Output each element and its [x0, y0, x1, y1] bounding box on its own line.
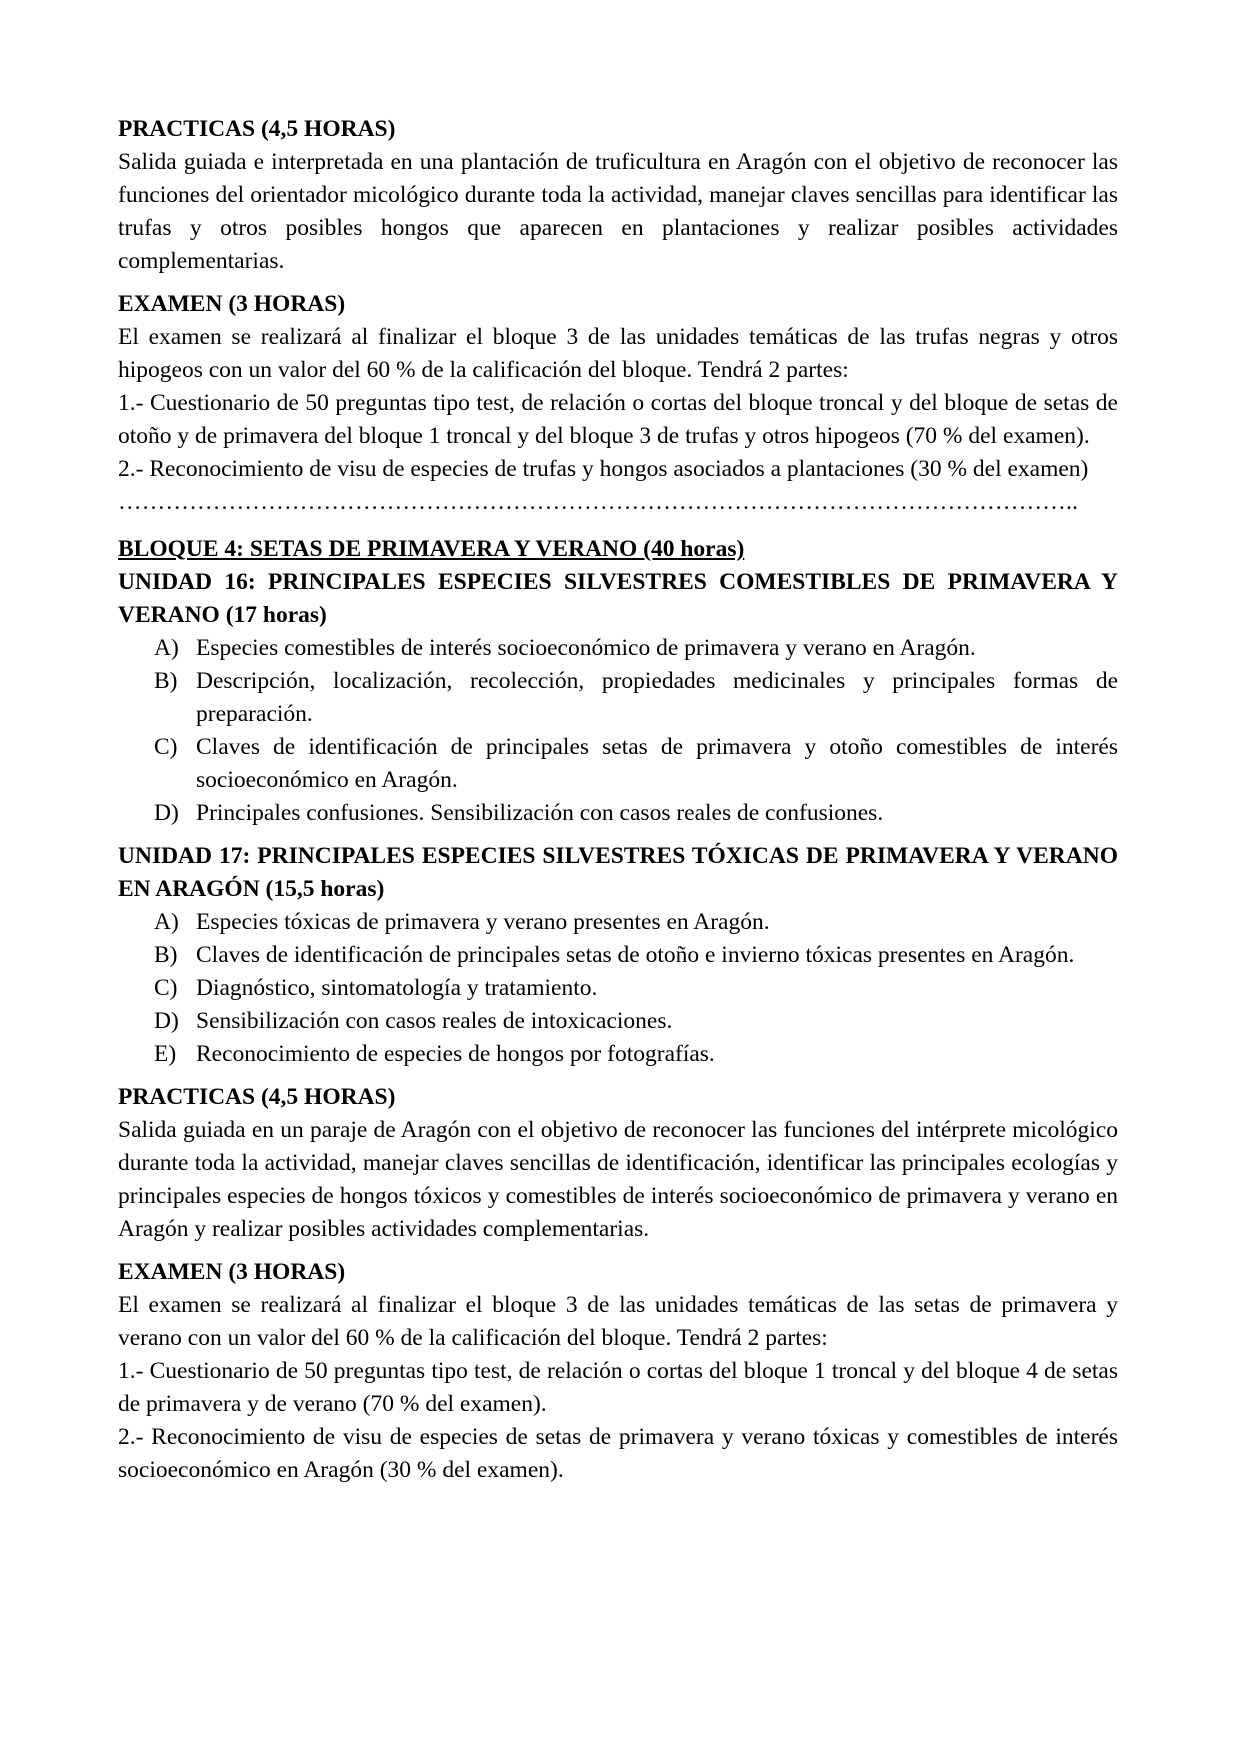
- examen-heading: EXAMEN (3 HORAS): [118, 291, 346, 317]
- examen-paragraph: 1.- Cuestionario de 50 preguntas tipo test, de relación o cortas del bloque troncal y del bloque de setas de otoño y de primavera del bloque 1 troncal y del bloque 3 de trufas y otros hipogeos (70 % del examen).: [118, 390, 1118, 449]
- list-item: [118, 1038, 1118, 1071]
- examen-paragraph: El examen se realizará al finalizar el bloque 3 de las unidades temáticas de las setas de primavera y verano con un valor del 60 % de la calificación del bloque. Tendrá 2 partes:: [118, 1292, 1118, 1351]
- practicas-section: [118, 113, 1118, 278]
- examen-paragraph: 1.- Cuestionario de 50 preguntas tipo test, de relación o cortas del bloque 1 troncal y del bloque 4 de setas de primavera y de verano (70 % del examen).: [118, 1358, 1118, 1417]
- item-text: Especies comestibles de interés socioeconómico de primavera y verano en Aragón.: [196, 635, 976, 661]
- examen-paragraph: El examen se realizará al finalizar el bloque 3 de las unidades temáticas de las trufas negras y otros hipogeos con un valor del 60 % de la calificación del bloque. Tendrá 2 partes:: [118, 324, 1118, 383]
- examen-heading: EXAMEN (3 HORAS): [118, 1259, 346, 1285]
- practicas-section: [118, 1081, 1118, 1246]
- item-letter: C): [154, 734, 178, 760]
- item-letter: B): [154, 668, 178, 694]
- unit-title: UNIDAD 17: PRINCIPALES ESPECIES SILVESTRES TÓXICAS DE PRIMAVERA Y VERANO EN ARAGÓN (15,5 horas): [118, 843, 1118, 902]
- item-letter: C): [154, 975, 178, 1001]
- item-text: Principales confusiones. Sensibilización con casos reales de confusiones.: [196, 800, 884, 826]
- item-text: Claves de identificación de principales setas de primavera y otoño comestibles de interés socioeconómico en Aragón.: [196, 734, 1118, 793]
- list-item: [118, 797, 1118, 830]
- item-text: Sensibilización con casos reales de intoxicaciones.: [196, 1008, 673, 1034]
- item-letter: E): [154, 1041, 177, 1067]
- item-text: Claves de identificación de principales setas de otoño e invierno tóxicas presentes en Aragón.: [196, 942, 1075, 968]
- practicas-heading: PRACTICAS (4,5 HORAS): [118, 1084, 396, 1110]
- list-item: [118, 972, 1118, 1005]
- examen-section: [118, 288, 1118, 519]
- unit-16-section: [118, 566, 1118, 830]
- list-item: [118, 665, 1118, 731]
- unit-16-list: [118, 632, 1118, 830]
- item-letter: D): [154, 800, 179, 826]
- list-item: [118, 632, 1118, 665]
- list-item: [118, 731, 1118, 797]
- block-title: BLOQUE 4: SETAS DE PRIMAVERA Y VERANO (40 horas): [118, 536, 745, 562]
- unit-17-section: [118, 840, 1118, 1071]
- item-text: Descripción, localización, recolección, propiedades medicinales y principales formas de preparación.: [196, 668, 1118, 727]
- item-text: Reconocimiento de especies de hongos por fotografías.: [196, 1041, 715, 1067]
- unit-17-list: [118, 906, 1118, 1071]
- list-item: [118, 1005, 1118, 1038]
- list-item: [118, 906, 1118, 939]
- item-text: Especies tóxicas de primavera y verano presentes en Aragón.: [196, 909, 770, 935]
- item-text: Diagnóstico, sintomatología y tratamiento.: [196, 975, 598, 1001]
- dotted-separator: …………………………………………………………………………………………………………..: [118, 489, 1079, 515]
- examen-section: [118, 1256, 1118, 1487]
- item-letter: D): [154, 1008, 179, 1034]
- practicas-heading: PRACTICAS (4,5 HORAS): [118, 116, 396, 142]
- practicas-text: Salida guiada en un paraje de Aragón con el objetivo de reconocer las funciones del intérprete micológico durante toda la actividad, manejar claves sencillas de identificación, identificar las principales ecologías y principales especies de hongos tóxicos y comestibles de interés socioeconómico de primavera y verano en Aragón y realizar posibles actividades complementarias.: [118, 1117, 1118, 1242]
- examen-paragraph: 2.- Reconocimiento de visu de especies de setas de primavera y verano tóxicas y comestibles de interés socioeconómico en Aragón (30 % del examen).: [118, 1424, 1118, 1483]
- item-letter: A): [154, 909, 179, 935]
- list-item: [118, 939, 1118, 972]
- practicas-text: Salida guiada e interpretada en una plantación de truficultura en Aragón con el objetivo de reconocer las funciones del orientador micológico durante toda la actividad, manejar claves sencillas para identificar las trufas y otros posibles hongos que aparecen en plantaciones y realizar posibles actividades complementarias.: [118, 149, 1118, 274]
- examen-paragraph: 2.- Reconocimiento de visu de especies de trufas y hongos asociados a plantaciones (30 % del examen): [118, 456, 1089, 482]
- item-letter: A): [154, 635, 179, 661]
- item-letter: B): [154, 942, 178, 968]
- unit-title: UNIDAD 16: PRINCIPALES ESPECIES SILVESTRES COMESTIBLES DE PRIMAVERA Y VERANO (17 horas): [118, 569, 1118, 628]
